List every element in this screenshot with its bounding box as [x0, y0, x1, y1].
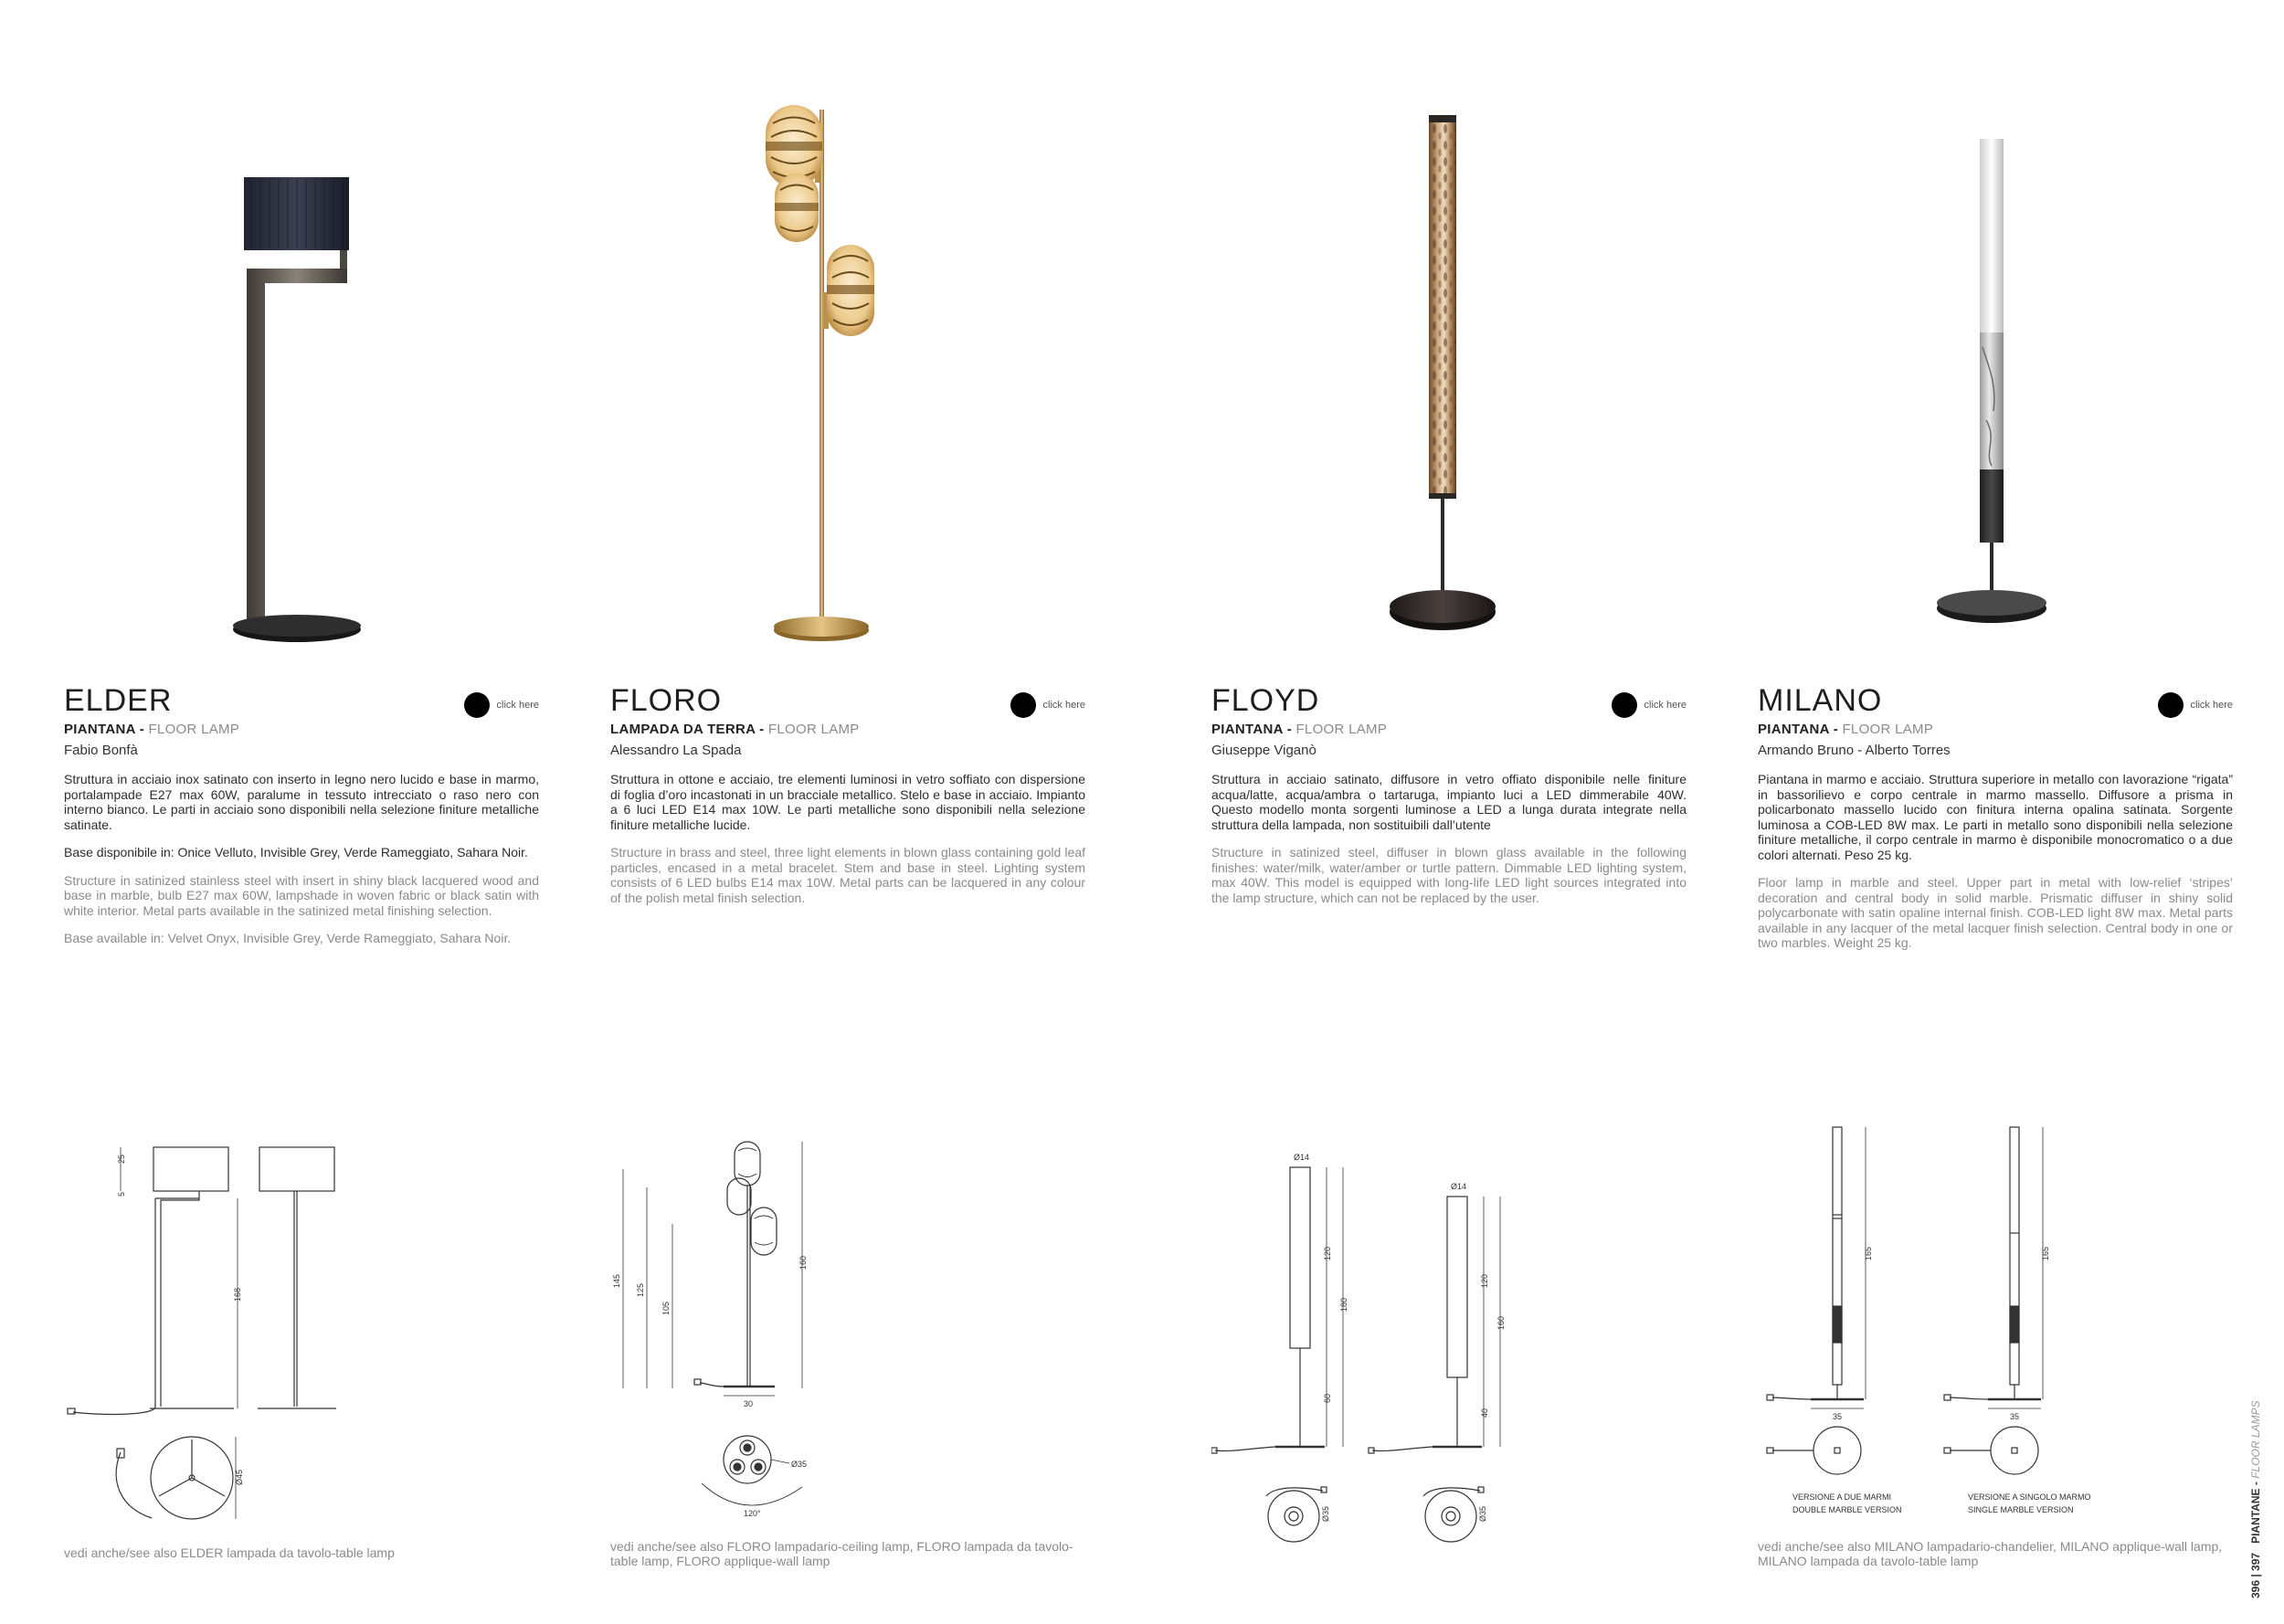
dim-total-height-2: 160: [1496, 1315, 1506, 1330]
dim-stem-height: 60: [1323, 1393, 1332, 1403]
description-it: Base disponibile in: Onice Velluto, Invisible Grey, Verde Rameggiato, Sahara Noir.: [64, 845, 528, 859]
type-it: PIANTANA: [1211, 722, 1284, 737]
floyd-technical-drawing: [1211, 1123, 1687, 1562]
dim-diameter: Ø45: [235, 1469, 244, 1485]
dim-base-diameter: Ø35: [1478, 1505, 1487, 1522]
see-also: vedi anche/see also ELDER lampada da tavolo-table lamp: [64, 1545, 395, 1560]
type-it: PIANTANA: [1758, 722, 1830, 737]
type-it: LAMPADA DA TERRA: [610, 722, 756, 737]
designer-name: Armando Bruno - Alberto Torres: [1758, 743, 1951, 758]
floro-technical-drawing: [610, 1123, 1085, 1562]
version-double-it: VERSIONE A DUE MARMI: [1792, 1492, 1892, 1502]
dim-height: 165: [2041, 1246, 2050, 1260]
see-also: vedi anche/see also MILANO lampadario-chandelier, MILANO applique-wall lamp, MILANO lampada da tavolo-table lamp: [1758, 1539, 2223, 1568]
type-en: FLOOR LAMP: [1842, 722, 1934, 737]
type-separator: -: [755, 722, 768, 737]
dim-base: 35: [1833, 1412, 1843, 1421]
dim-top-diameter: Ø14: [1451, 1182, 1467, 1191]
dim-height: 165: [1864, 1246, 1873, 1260]
product-title: FLOYD: [1211, 683, 1320, 718]
product-title: MILANO: [1758, 683, 1883, 718]
floro-lamp-photo: [610, 91, 1085, 658]
version-single-it: VERSIONE A SINGOLO MARMO: [1968, 1492, 2091, 1502]
dim-h2: 125: [636, 1282, 645, 1297]
description-it: Struttura in acciaio inox satinato con inserto in legno nero lucido e base in marmo, portalampade E27 max 60W, paralume in tessuto intrecciato o raso nero con interno bianco. Le parti in acciaio sono disponibili nella selezione finiture metalliche satinate.: [64, 772, 539, 832]
dim-angle: 120°: [744, 1509, 761, 1518]
description-en: Structure in brass and steel, three light elements in blown glass containing gold leaf particles, encased in a metal bracelet. Stem and base in steel. Lighting system consists of 6 LED bulbs E14 max 10W. Metal parts can be lacquered in any colour of the polish metal finish selection.: [610, 845, 1085, 905]
black-dot-icon: [2158, 692, 2184, 718]
product-type: [64, 722, 239, 737]
milano-lamp-photo: [1758, 91, 2233, 658]
dim-h3: 105: [661, 1301, 671, 1315]
description-en: Structure in satinized stainless steel with insert in shiny black lacquered wood and base in marble, bulb E27 max 60W, lampshade in woven fabric or black satin with white interior. Metal parts available in the satinized metal finishing selection.: [64, 872, 539, 918]
dim-shade-offset: 5: [117, 1191, 126, 1197]
click-here-label: click here: [2190, 700, 2233, 711]
click-here-button[interactable]: [1010, 692, 1085, 718]
version-single-en: SINGLE MARBLE VERSION: [1968, 1505, 2074, 1514]
section-en: FLOOR LAMPS: [2249, 1400, 2262, 1479]
type-en: FLOOR LAMP: [148, 722, 240, 737]
section-it: PIANTANE: [2249, 1488, 2262, 1544]
dim-total-height: 180: [1339, 1297, 1348, 1312]
page-folio: [2240, 1397, 2268, 1598]
dim-height: 168: [233, 1287, 242, 1302]
type-en: FLOOR LAMP: [1295, 722, 1388, 737]
dim-shade-height: 120: [1480, 1273, 1489, 1288]
type-it: PIANTANA: [64, 722, 136, 737]
designer-name: Fabio Bonfà: [64, 743, 138, 758]
type-separator: -: [1283, 722, 1296, 737]
version-double-en: DOUBLE MARBLE VERSION: [1792, 1505, 1902, 1514]
click-here-label: click here: [1644, 700, 1687, 711]
product-title: ELDER: [64, 683, 173, 718]
type-separator: -: [1829, 722, 1843, 737]
dim-base: 35: [2010, 1412, 2020, 1421]
product-milano: [1758, 0, 2233, 1624]
black-dot-icon: [1612, 692, 1637, 718]
description: [1211, 772, 1687, 918]
product-title: FLORO: [610, 683, 723, 718]
product-floro: [610, 0, 1085, 1624]
elder-technical-drawing: [64, 1123, 539, 1562]
product-type: [610, 722, 860, 737]
floyd-lamp-photo: [1211, 91, 1687, 658]
description-it: Piantana in marmo e acciaio. Struttura superiore in metallo con lavorazione “rigata” in bassorilievo e corpo centrale in marmo massello. Diffusore a prisma in policarbonato massello lucido con finitura interna opalina satinata. Sorgente luminosa a COB-LED 8W max. Le parti in metallo sono disponibili nella selezione finiture metalliche, il corpo centrale in marmo è disponibile monocromatico o a due colori alternati. Peso 25 kg.: [1758, 772, 2233, 862]
elder-lamp-photo: [64, 91, 539, 658]
milano-technical-drawing: [1758, 1123, 2233, 1562]
click-here-button[interactable]: [1612, 692, 1687, 718]
page-numbers: 396 | 397: [2249, 1552, 2262, 1598]
product-elder: [64, 0, 539, 1624]
dim-h4: 160: [798, 1255, 808, 1270]
click-here-button[interactable]: [2158, 692, 2233, 718]
section-separator: -: [2249, 1478, 2262, 1489]
black-dot-icon: [1010, 692, 1036, 718]
dim-diameter: Ø35: [791, 1460, 808, 1469]
product-type: [1211, 722, 1387, 737]
description-it: Struttura in acciaio satinato, diffusore in vetro offiato disponibile nelle finiture acqua/latte, acqua/ambra o tartaruga, impianto luci a LED dimmerabile 40W. Questo modello monta sorgenti luminose a LED a lunga durata integrate nella struttura della lampada, non sostituibili dall’utente: [1211, 772, 1687, 832]
description-en: Structure in satinized steel, diffuser in blown glass available in the following finishes: water/milk, water/amber or turtle pattern. Dimmable LED lighting system, max 40W. This model is equipped with long-life LED light sources integrated into the lamp structure, which can not be replaced by the user.: [1211, 845, 1687, 905]
type-en: FLOOR LAMP: [767, 722, 860, 737]
dim-top-diameter: Ø14: [1294, 1153, 1310, 1162]
description: [64, 772, 539, 959]
type-separator: -: [135, 722, 149, 737]
black-dot-icon: [464, 692, 490, 718]
description-it: Struttura in ottone e acciaio, tre elementi luminosi in vetro soffiato con dispersione di foglia d’oro incastonati in un bracciale metallico. Stelo e base in acciaio. Impianto a 6 luci LED E14 max 10W. Le parti metalliche sono disponibili nella selezione finiture metalliche lucide.: [610, 772, 1085, 832]
dim-base: 30: [744, 1399, 754, 1408]
description: [1758, 772, 2233, 964]
designer-name: Giuseppe Viganò: [1211, 743, 1316, 758]
dim-h1: 145: [612, 1273, 621, 1288]
see-also: vedi anche/see also FLORO lampadario-ceiling lamp, FLORO lampada da tavolo-table lamp, FLORO applique-wall lamp: [610, 1539, 1073, 1568]
click-here-label: click here: [496, 700, 539, 711]
dim-base-diameter: Ø35: [1321, 1505, 1330, 1522]
dim-shade-top: 25: [117, 1154, 126, 1164]
dim-stem-height-2: 40: [1480, 1408, 1489, 1418]
description-en: Base available in: Velvet Onyx, Invisible Grey, Verde Rameggiato, Sahara Noir.: [64, 931, 512, 945]
designer-name: Alessandro La Spada: [610, 743, 742, 758]
description-en: Floor lamp in marble and steel. Upper part in metal with low-relief ‘stripes’ decoration and central body in solid marble. Prismatic diffuser in shiny solid polycarbonate with satin opaline internal finish. COB-LED light 8W max. Metal parts available in any lacquer of the metal lacquer finish selection. Central body in one or two marbles. Weight 25 kg.: [1758, 875, 2233, 950]
click-here-label: click here: [1042, 700, 1085, 711]
click-here-button[interactable]: [464, 692, 539, 718]
description: [610, 772, 1085, 918]
dim-shade-height: 120: [1323, 1246, 1332, 1260]
product-type: [1758, 722, 1933, 737]
product-floyd: [1211, 0, 1687, 1624]
